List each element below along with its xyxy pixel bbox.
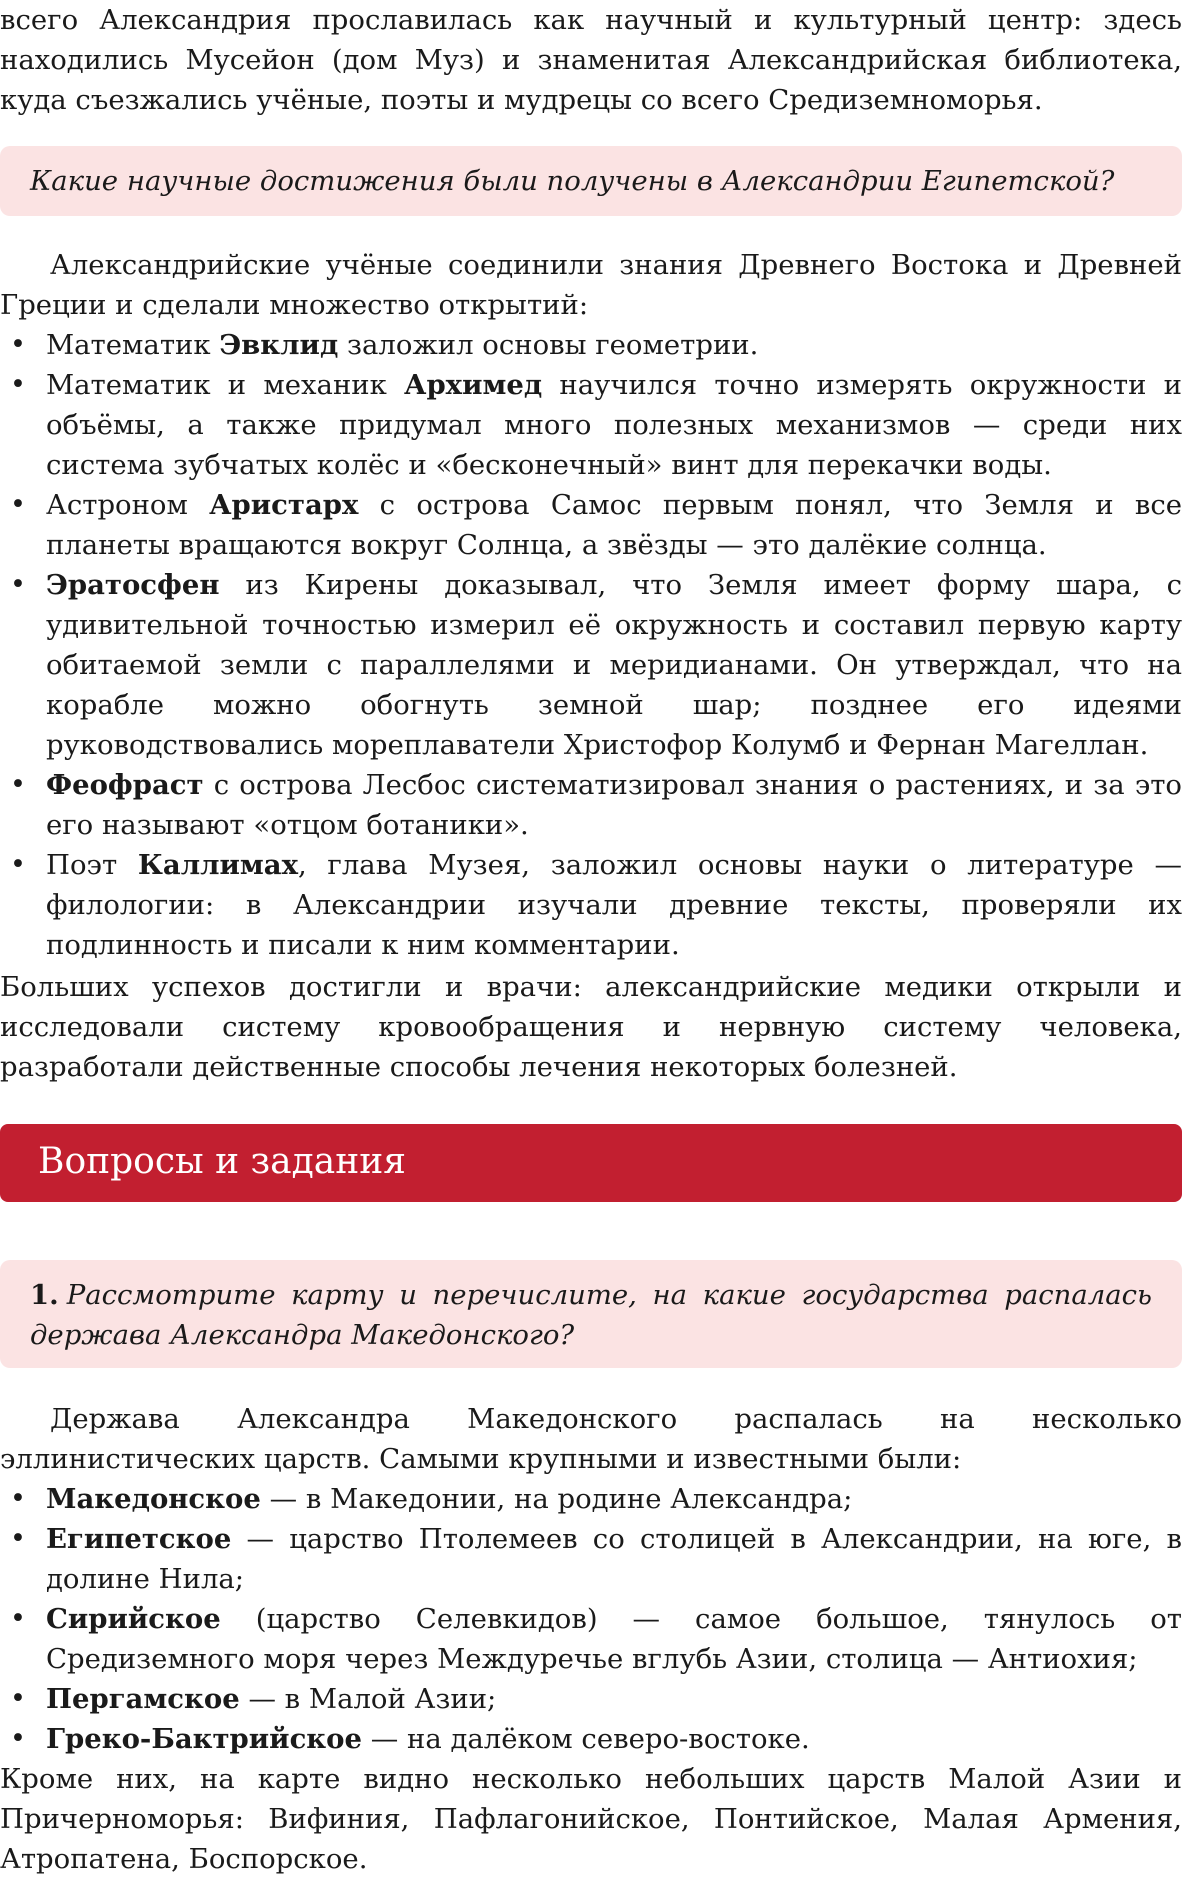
item-text-pre: Математик и механик [46, 369, 405, 401]
item-name: Эратосфен [46, 569, 220, 601]
bullet-icon: • [10, 1603, 26, 1634]
item-name: Греко-Бактрийское [46, 1723, 363, 1755]
item-text-pre: Астроном [46, 489, 210, 521]
bullet-icon: • [10, 1723, 26, 1754]
discovery-item [0, 325, 1182, 365]
discovery-item [0, 365, 1182, 485]
answer2-intro: Держава Александра Македонского распалась на несколько эллинистических царств. Самыми крупными и известными были: [0, 1403, 1182, 1475]
item-text: с острова Самос первым понял, что Земля и все планеты вращаются вокруг Солнца, а звёзды — это далёкие солнца. [46, 489, 1182, 561]
bullet-icon: • [10, 369, 26, 400]
discoveries-list [0, 325, 1182, 965]
item-name: Каллимах [137, 849, 298, 881]
discovery-item [0, 485, 1182, 565]
bullet-icon: • [10, 769, 26, 800]
section-header [0, 1124, 1182, 1202]
discovery-item [0, 845, 1182, 965]
item-text-pre: Поэт [46, 849, 138, 881]
item-text: — в Македонии, на родине Александра; [260, 1483, 853, 1515]
item-text: (царство Селевкидов) — самое большое, тянулось от Средиземного моря через Междуречье вглубь Азии, столица — Антиохия; [46, 1603, 1182, 1675]
bullet-icon: • [10, 849, 26, 880]
kingdom-item [0, 1519, 1182, 1599]
bullet-icon: • [10, 489, 26, 520]
bullet-icon: • [10, 569, 26, 600]
kingdom-item [0, 1479, 1182, 1519]
discovery-item [0, 565, 1182, 765]
kingdoms-list [0, 1479, 1182, 1759]
item-name: Архимед [404, 369, 543, 401]
kingdom-item [0, 1599, 1182, 1679]
answer-outro: Больших успехов достигли и врачи: александрийские медики открыли и исследовали систему кровообращения и нервную систему человека, разработали действенные способы лечения некоторых болезней. [0, 971, 1182, 1083]
item-text: научился точно измерять окружности и объёмы, а также придумал много полезных механизмов — среди них система зубчатых колёс и «бесконечный» винт для перекачки воды. [46, 369, 1182, 481]
item-text: — на далёком северо-востоке. [362, 1723, 810, 1755]
item-name: Пергамское [46, 1683, 240, 1715]
item-name: Эвклид [219, 329, 339, 361]
kingdom-item [0, 1719, 1182, 1759]
bullet-icon: • [10, 1523, 26, 1554]
item-text: заложил основы геометрии. [338, 329, 759, 361]
item-text: — в Малой Азии; [239, 1683, 497, 1715]
task-box [0, 1260, 1182, 1368]
item-name: Феофраст [46, 769, 204, 801]
question-text: Какие научные достижения были получены в Александрии Египетской? [30, 165, 1115, 197]
bullet-icon: • [10, 1483, 26, 1514]
item-name: Сирийское [46, 1603, 221, 1635]
bullet-icon: • [10, 329, 26, 360]
task-question: Рассмотрите карту и перечислите, на какие государства распалась держава Александра Македонского? [30, 1279, 1152, 1351]
answer-intro: Александрийские учёные соединили знания Древнего Востока и Древней Греции и сделали множество открытий: [0, 249, 1182, 321]
answer2-outro: Кроме них, на карте видно несколько небольших царств Малой Азии и Причерноморья: Вифиния, Пафлагонийское, Понтийское, Малая Армения, Атропатена, Боспорское. [0, 1763, 1182, 1875]
item-text: , глава Музея, заложил основы науки о литературе — филологии: в Александрии изучали древние тексты, проверяли их подлинность и писали к ним комментарии. [46, 849, 1182, 961]
item-name: Египетское [46, 1523, 232, 1555]
item-text: из Кирены доказывал, что Земля имеет форму шара, с удивительной точностью измерил её окружность и составил первую карту обитаемой земли с параллелями и меридианами. Он утверждал, что на корабле можно обогнуть земной шар; позднее его идеями руководствовались мореплаватели Христофор Колумб и Фернан Магеллан. [46, 569, 1182, 761]
intro-paragraph: всего Александрия прославилась как научный и культурный центр: здесь находились Мусейон (дом Муз) и знаменитая Александрийская библиотека, куда съезжались учёные, поэты и мудрецы со всего Средиземноморья. [0, 4, 1182, 116]
kingdom-item [0, 1679, 1182, 1719]
discovery-item [0, 765, 1182, 845]
item-name: Аристарх [209, 489, 359, 521]
task-text [30, 1275, 1152, 1355]
item-text: — царство Птолемеев со столицей в Александрии, на юге, в долине Нила; [46, 1523, 1182, 1595]
bullet-icon: • [10, 1683, 26, 1714]
item-name: Македонское [46, 1483, 261, 1515]
item-text: с острова Лесбос систематизировал знания о растениях, и за это его называют «отцом ботаники». [46, 769, 1182, 841]
question-box [0, 146, 1182, 216]
task-number: 1. [30, 1279, 59, 1311]
section-title: Вопросы и задания [38, 1141, 406, 1182]
item-text-pre: Математик [46, 329, 220, 361]
